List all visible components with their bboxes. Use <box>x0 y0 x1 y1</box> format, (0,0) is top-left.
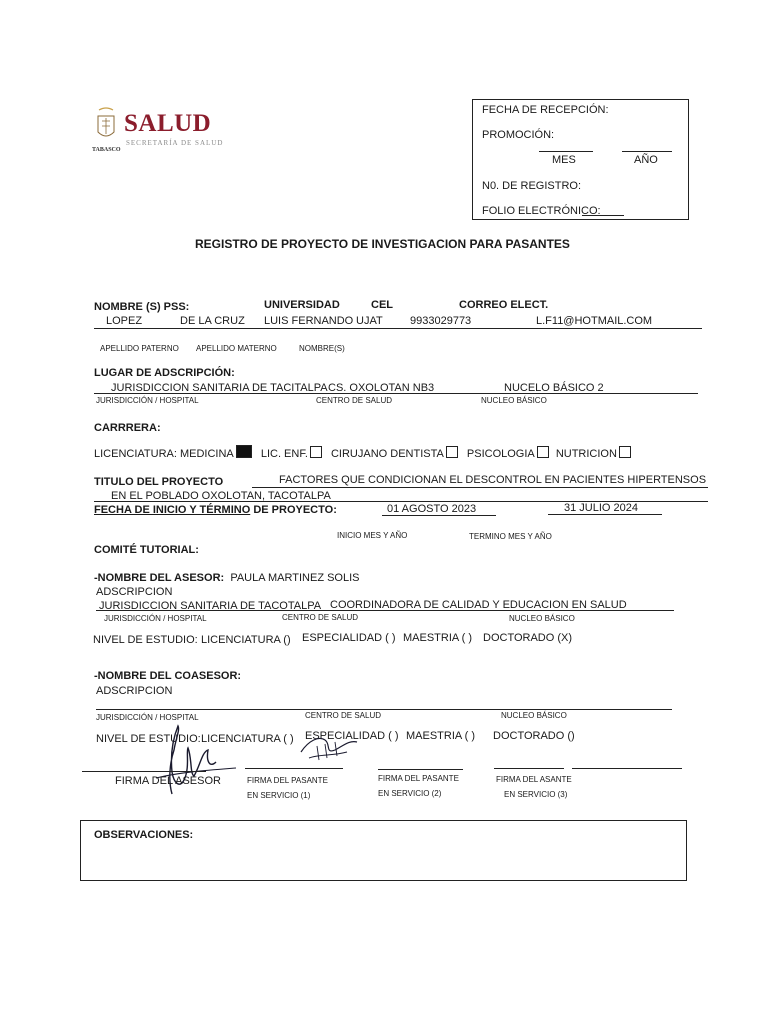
fecha-inicio-termino-label: FECHA DE INICIO Y TÉRMINO <box>94 504 251 516</box>
asesor-jurisdiccion-caption: JURISDICCIÓN / HOSPITAL <box>104 614 207 623</box>
nucleo-caption: NUCLEO BÁSICO <box>481 396 547 405</box>
cel-value: 9933029773 <box>410 315 472 327</box>
coasesor-doctorado: DOCTORADO () <box>493 730 575 742</box>
firma-pasante-3: FIRMA DEL ASANTE EN SERVICIO (3) <box>496 775 572 799</box>
titulo-proyecto-label: TITULO DEL PROYECTO <box>94 476 224 488</box>
firma-pasante-1: FIRMA DEL PASANTE EN SERVICIO (1) <box>247 776 328 800</box>
option-psicologia[interactable]: PSICOLOGIA <box>467 448 553 460</box>
asesor-jurisdiccion-value: JURISDICCION SANITARIA DE TACOTALPA <box>99 600 322 612</box>
asesor-centro-value: COORDINADORA DE CALIDAD Y EDUCACION EN SALUD <box>330 599 627 611</box>
comite-tutorial-label: COMITÉ TUTORIAL: <box>94 544 199 556</box>
option-cirujano-dentista[interactable]: CIRUJANO DENTISTA <box>331 448 464 460</box>
asesor-especialidad: ESPECIALIDAD ( ) <box>302 632 396 644</box>
firma-pasante-2: FIRMA DEL PASANTE EN SERVICIO (2) <box>378 774 459 798</box>
coasesor-maestria: MAESTRIA ( ) <box>406 730 476 742</box>
asesor-nombre-value: PAULA MARTINEZ SOLIS <box>230 572 360 584</box>
form-title: REGISTRO DE PROYECTO DE INVESTIGACION PARA PASANTES <box>195 237 570 251</box>
cirujano-dentista-checkbox[interactable] <box>446 446 458 458</box>
apellido-materno-caption: APELLIDO MATERNO <box>196 344 277 353</box>
promocion-label: PROMOCIÓN: <box>482 129 555 141</box>
firma-asesor-label: FIRMA DEL ASESOR <box>115 775 221 787</box>
asesor-signature-icon <box>150 722 240 800</box>
licenciatura-prefix: LICENCIATURA: <box>94 448 177 460</box>
option-lic-enf[interactable]: LIC. ENF. <box>261 448 328 460</box>
fecha-proyecto-label: FECHA DE INICIO Y TÉRMINO DE PROYECTO: <box>94 504 337 516</box>
coasesor-jurisdiccion-caption: JURISDICCIÓN / HOSPITAL <box>96 713 199 722</box>
fecha-termino-value: 31 JULIO 2024 <box>564 502 638 514</box>
medicina-checkbox[interactable] <box>236 445 252 458</box>
nombres-caption: NOMBRE(S) <box>299 344 345 353</box>
apellido-materno-value: DE LA CRUZ <box>180 315 245 327</box>
nucleo-value: NUCELO BÁSICO 2 <box>504 382 604 394</box>
no-registro-label: N0. DE REGISTRO: <box>482 180 582 192</box>
apellido-paterno-caption: APELLIDO PATERNO <box>100 344 179 353</box>
option-medicina[interactable]: MEDICINA <box>180 448 258 460</box>
fecha-recepcion-label: FECHA DE RECEPCIÓN: <box>482 104 609 116</box>
asesor-licenciatura: LICENCIATURA () <box>201 634 291 646</box>
termino-caption: TERMINO MES Y AÑO <box>469 532 552 541</box>
logo-subtitle: SECRETARÍA DE SALUD <box>126 139 224 147</box>
inicio-caption: INICIO MES Y AÑO <box>337 531 408 540</box>
asesor-doctorado: DOCTORADO (X) <box>483 632 573 644</box>
nombre-coasesor-label: -NOMBRE DEL COASESOR: <box>94 670 242 682</box>
correo-value: L.F11@HOTMAIL.COM <box>536 315 653 327</box>
universidad-value: UJAT <box>356 315 383 327</box>
coasesor-centro-caption: CENTRO DE SALUD <box>305 711 382 720</box>
nombre-pss-header: NOMBRE (S) PSS: <box>94 301 190 313</box>
mes-label: MES <box>552 154 576 166</box>
centro-caption: CENTRO DE SALUD <box>316 396 393 405</box>
coasesor-licenciatura: LICENCIATURA ( ) <box>201 733 294 745</box>
cel-header: CEL <box>371 299 393 311</box>
asesor-nivel-label: NIVEL DE ESTUDIO: <box>93 634 198 646</box>
titulo-line-2: EN EL POBLADO OXOLOTAN, TACOTALPA <box>111 490 331 502</box>
lic-enf-checkbox[interactable] <box>310 446 322 458</box>
logo <box>92 106 242 156</box>
carrera-row <box>94 445 631 460</box>
apellido-paterno-value: LOPEZ <box>106 315 143 327</box>
shield-emblem-icon <box>94 106 118 148</box>
titulo-line-1: FACTORES QUE CONDICIONAN EL DESCONTROL EN PACIENTES HIPERTENSOS <box>279 474 707 486</box>
nombres-value: LUIS FERNANDO <box>264 315 354 327</box>
coasesor-nucleo-caption: NUCLEO BÁSICO <box>501 711 567 720</box>
carrera-label: CARRRERA: <box>94 422 161 434</box>
option-nutricion[interactable]: NUTRICION <box>556 448 631 460</box>
anio-label: AÑO <box>634 154 658 166</box>
nutricion-checkbox[interactable] <box>619 446 631 458</box>
universidad-header: UNIVERSIDAD <box>264 299 340 311</box>
coasesor-nivel-label: NIVEL DE ESTUDIO: <box>96 733 201 745</box>
jurisdiccion-caption: JURISDICCIÓN / HOSPITAL <box>96 396 199 405</box>
asesor-adscripcion-label: ADSCRIPCION <box>96 586 173 598</box>
jurisdiccion-value: JURISDICCION SANITARIA DE TACITALPA <box>111 382 328 394</box>
pasante1-signature-icon <box>295 728 365 768</box>
logo-title: SALUD <box>124 110 212 137</box>
correo-header: CORREO ELECT. <box>459 299 549 311</box>
folio-label: FOLIO ELECTRÓNICO: <box>482 205 601 217</box>
coasesor-adscripcion-label: ADSCRIPCION <box>96 685 173 697</box>
asesor-nucleo-caption: NUCLEO BÁSICO <box>509 614 575 623</box>
observaciones-label: OBSERVACIONES: <box>94 829 194 841</box>
asesor-centro-caption: CENTRO DE SALUD <box>282 613 359 622</box>
logo-state: TABASCO <box>92 147 121 153</box>
asesor-maestria: MAESTRIA ( ) <box>403 632 473 644</box>
psicologia-checkbox[interactable] <box>537 446 549 458</box>
centro-salud-value: CS. OXOLOTAN NB3 <box>328 382 435 394</box>
lugar-adscripcion-label: LUGAR DE ADSCRIPCIÓN: <box>94 367 235 379</box>
nombre-asesor-label: -NOMBRE DEL ASESOR: PAULA MARTINEZ SOLIS <box>94 572 360 584</box>
coasesor-especialidad: ESPECIALIDAD ( ) <box>305 730 399 742</box>
fecha-inicio-value: 01 AGOSTO 2023 <box>387 503 477 515</box>
